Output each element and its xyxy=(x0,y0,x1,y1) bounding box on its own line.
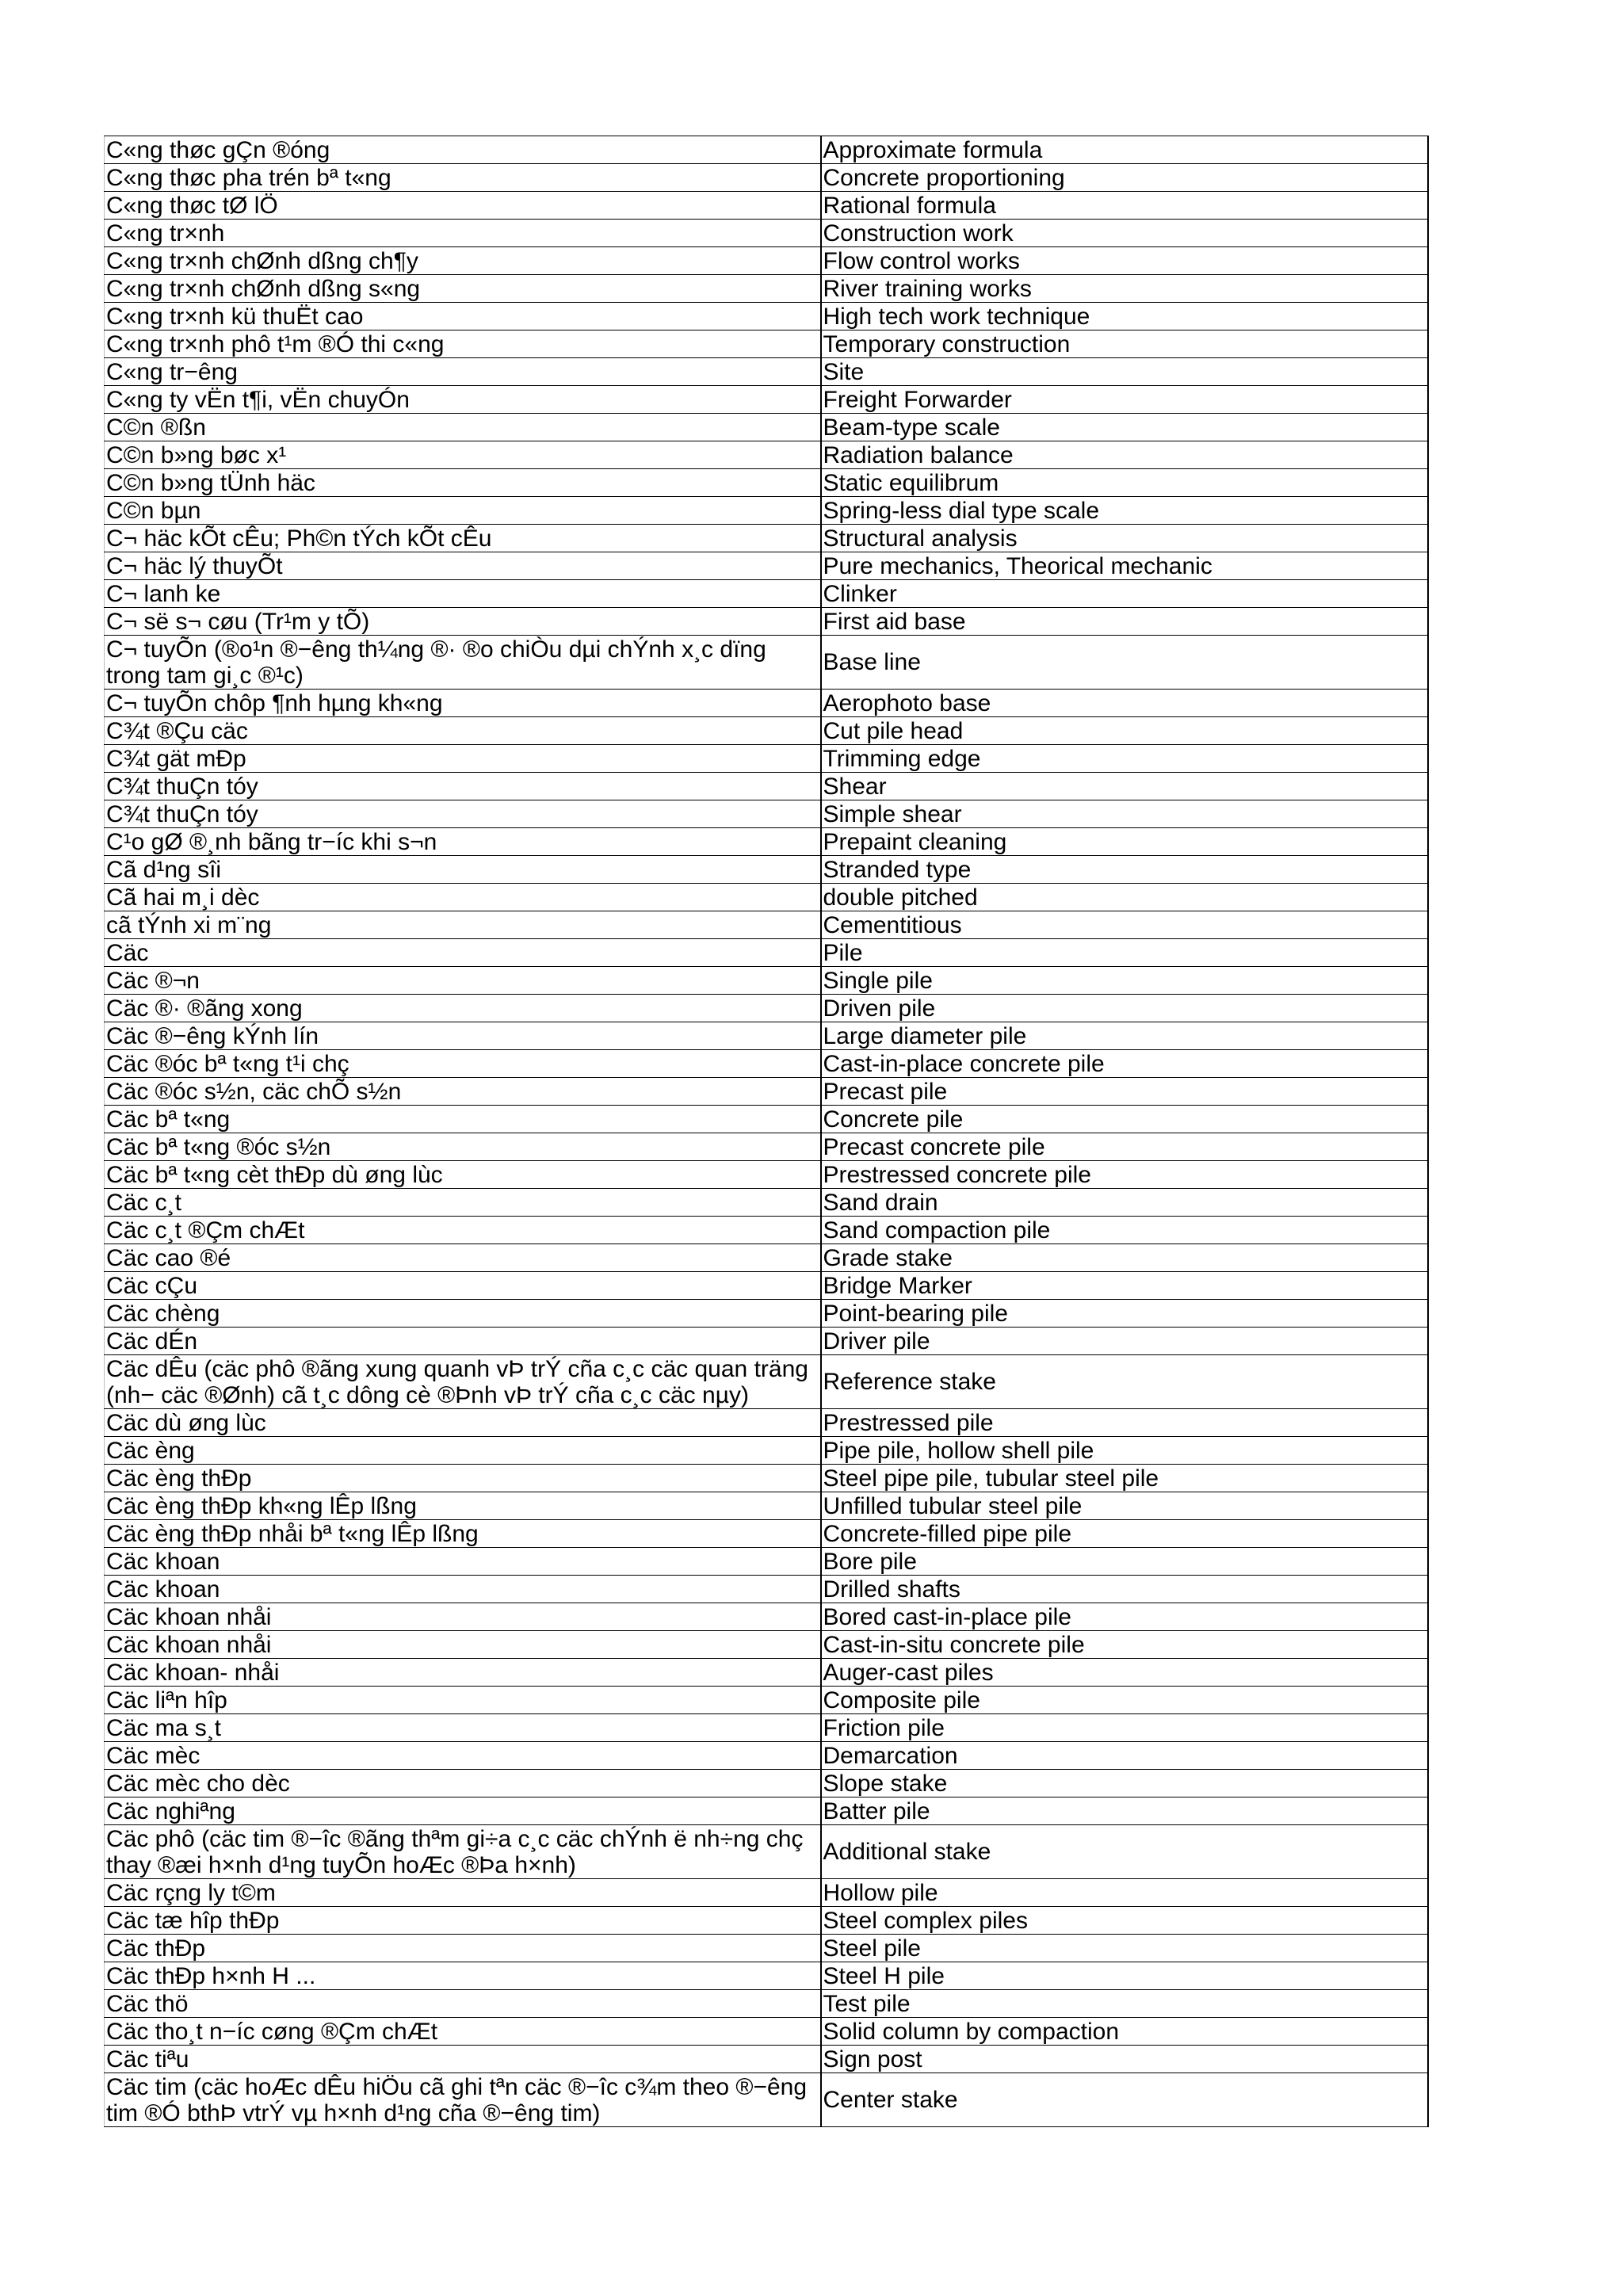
table-row xyxy=(105,1962,1428,1990)
english-term-cell: Prestressed pile xyxy=(821,1409,1428,1437)
vietnamese-term-cell: C¬ tuyÕn chôp ¶nh hµng kh«ng xyxy=(105,690,821,717)
table-row xyxy=(105,1825,1428,1879)
english-term-cell: Sand drain xyxy=(821,1189,1428,1217)
table-row xyxy=(105,1935,1428,1962)
english-term-cell: Rational formula xyxy=(821,192,1428,220)
english-term-cell: Cast-in-situ concrete pile xyxy=(821,1631,1428,1659)
english-term-cell: Aerophoto base xyxy=(821,690,1428,717)
english-term-cell: Approximate formula xyxy=(821,136,1428,164)
english-term-cell: Stranded type xyxy=(821,856,1428,884)
table-row xyxy=(105,911,1428,939)
english-term-cell: Precast pile xyxy=(821,1078,1428,1106)
english-term-cell: Slope stake xyxy=(821,1770,1428,1797)
table-row xyxy=(105,745,1428,773)
english-term-cell: Pipe pile, hollow shell pile xyxy=(821,1437,1428,1465)
english-term-cell: Freight Forwarder xyxy=(821,386,1428,414)
english-term-cell: Bore pile xyxy=(821,1548,1428,1576)
vietnamese-term-cell: Cäc tæ hîp thÐp xyxy=(105,1907,821,1935)
table-row xyxy=(105,1409,1428,1437)
table-row xyxy=(105,136,1428,164)
english-term-cell: Base line xyxy=(821,636,1428,690)
table-row xyxy=(105,1907,1428,1935)
vietnamese-term-cell: Cäc thÐp xyxy=(105,1935,821,1962)
english-term-cell: Demarcation xyxy=(821,1742,1428,1770)
vietnamese-term-cell: Cäc tim (cäc hoÆc dÊu hiÖu cã ghi tªn cäc ®−îc c¾m theo ®−êng tim ®Ó bthÞ vtrÝ vµ h×nh d¹ng cña ®−êng tim) xyxy=(105,2073,821,2127)
vietnamese-term-cell: C«ng thøc pha trén bª t«ng xyxy=(105,164,821,192)
table-row xyxy=(105,884,1428,911)
table-row xyxy=(105,1328,1428,1355)
english-term-cell: Center stake xyxy=(821,2073,1428,2127)
table-row xyxy=(105,441,1428,469)
english-term-cell: Cut pile head xyxy=(821,717,1428,745)
vietnamese-term-cell: Cäc ®óc bª t«ng t¹i chç xyxy=(105,1050,821,1078)
english-term-cell: Clinker xyxy=(821,580,1428,608)
english-term-cell: Batter pile xyxy=(821,1797,1428,1825)
english-term-cell: Bridge Marker xyxy=(821,1272,1428,1300)
english-term-cell: Beam-type scale xyxy=(821,414,1428,441)
english-term-cell: Driver pile xyxy=(821,1328,1428,1355)
table-row xyxy=(105,1687,1428,1714)
vietnamese-term-cell: C«ng tr×nh xyxy=(105,220,821,247)
table-row xyxy=(105,1189,1428,1217)
glossary-table xyxy=(104,136,1429,2127)
english-term-cell: Concrete-filled pipe pile xyxy=(821,1520,1428,1548)
vietnamese-term-cell: Cäc ®· ®ãng xong xyxy=(105,995,821,1022)
vietnamese-term-cell: C¾t thuÇn tóy xyxy=(105,773,821,800)
english-term-cell: Pile xyxy=(821,939,1428,967)
vietnamese-term-cell: C«ng tr−êng xyxy=(105,358,821,386)
vietnamese-term-cell: Cäc khoan nhåi xyxy=(105,1603,821,1631)
table-row xyxy=(105,1161,1428,1189)
english-term-cell: Sand compaction pile xyxy=(821,1217,1428,1244)
table-row xyxy=(105,1659,1428,1687)
vietnamese-term-cell: Cäc khoan xyxy=(105,1548,821,1576)
vietnamese-term-cell: C«ng thøc gÇn ®óng xyxy=(105,136,821,164)
english-term-cell: Solid column by compaction xyxy=(821,2018,1428,2046)
english-term-cell: Steel complex piles xyxy=(821,1907,1428,1935)
vietnamese-term-cell: Cäc chèng xyxy=(105,1300,821,1328)
english-term-cell: Shear xyxy=(821,773,1428,800)
vietnamese-term-cell: C©n ®ßn xyxy=(105,414,821,441)
vietnamese-term-cell: Cäc c¸t ®Çm chÆt xyxy=(105,1217,821,1244)
english-term-cell: Simple shear xyxy=(821,800,1428,828)
vietnamese-term-cell: Cäc èng thÐp kh«ng lÊp lßng xyxy=(105,1492,821,1520)
vietnamese-term-cell: Cäc c¸t xyxy=(105,1189,821,1217)
english-term-cell: Steel pipe pile, tubular steel pile xyxy=(821,1465,1428,1492)
table-row xyxy=(105,995,1428,1022)
english-term-cell: Static equilibrum xyxy=(821,469,1428,497)
vietnamese-term-cell: Cäc dÉn xyxy=(105,1328,821,1355)
table-row xyxy=(105,580,1428,608)
english-term-cell: Drilled shafts xyxy=(821,1576,1428,1603)
table-row xyxy=(105,247,1428,275)
vietnamese-term-cell: C©n b»ng bøc x¹ xyxy=(105,441,821,469)
english-term-cell: Auger-cast piles xyxy=(821,1659,1428,1687)
vietnamese-term-cell: Cäc mèc xyxy=(105,1742,821,1770)
english-term-cell: Construction work xyxy=(821,220,1428,247)
table-row xyxy=(105,552,1428,580)
vietnamese-term-cell: C«ng tr×nh chØnh dßng ch¶y xyxy=(105,247,821,275)
table-row xyxy=(105,1576,1428,1603)
english-term-cell: Single pile xyxy=(821,967,1428,995)
english-term-cell: Cast-in-place concrete pile xyxy=(821,1050,1428,1078)
vietnamese-term-cell: Cäc ®óc s½n, cäc chÕ s½n xyxy=(105,1078,821,1106)
table-row xyxy=(105,1492,1428,1520)
table-row xyxy=(105,856,1428,884)
english-term-cell: Pure mechanics, Theorical mechanic xyxy=(821,552,1428,580)
vietnamese-term-cell: C¬ së s¬ cøu (Tr¹m y tÕ) xyxy=(105,608,821,636)
english-term-cell: Grade stake xyxy=(821,1244,1428,1272)
table-row xyxy=(105,330,1428,358)
vietnamese-term-cell: Cã hai m¸i dèc xyxy=(105,884,821,911)
vietnamese-term-cell: Cäc ma s¸t xyxy=(105,1714,821,1742)
english-term-cell: Steel pile xyxy=(821,1935,1428,1962)
vietnamese-term-cell: Cäc èng thÐp nhåi bª t«ng lÊp lßng xyxy=(105,1520,821,1548)
table-row xyxy=(105,414,1428,441)
vietnamese-term-cell: Cäc bª t«ng xyxy=(105,1106,821,1133)
table-row xyxy=(105,773,1428,800)
table-row xyxy=(105,1714,1428,1742)
english-term-cell: Point-bearing pile xyxy=(821,1300,1428,1328)
english-term-cell: Additional stake xyxy=(821,1825,1428,1879)
table-row xyxy=(105,386,1428,414)
table-row xyxy=(105,1548,1428,1576)
vietnamese-term-cell: Cäc xyxy=(105,939,821,967)
table-row xyxy=(105,1990,1428,2018)
table-row xyxy=(105,1879,1428,1907)
table-row xyxy=(105,967,1428,995)
table-row xyxy=(105,275,1428,303)
table-row xyxy=(105,1770,1428,1797)
english-term-cell: Concrete pile xyxy=(821,1106,1428,1133)
english-term-cell: Steel H pile xyxy=(821,1962,1428,1990)
english-term-cell: High tech work technique xyxy=(821,303,1428,330)
vietnamese-term-cell: Cäc khoan xyxy=(105,1576,821,1603)
vietnamese-term-cell: Cäc bª t«ng cèt thÐp dù øng lùc xyxy=(105,1161,821,1189)
english-term-cell: Hollow pile xyxy=(821,1879,1428,1907)
english-term-cell: Flow control works xyxy=(821,247,1428,275)
table-row xyxy=(105,1355,1428,1409)
vietnamese-term-cell: Cäc nghiªng xyxy=(105,1797,821,1825)
table-row xyxy=(105,164,1428,192)
english-term-cell: Prepaint cleaning xyxy=(821,828,1428,856)
vietnamese-term-cell: C¬ lanh ke xyxy=(105,580,821,608)
vietnamese-term-cell: C¬ tuyÕn (®o¹n ®−êng th¼ng ®· ®o chiÒu dµi chÝnh x¸c dïng trong tam gi¸c ®¹c) xyxy=(105,636,821,690)
vietnamese-term-cell: Cäc èng xyxy=(105,1437,821,1465)
table-row xyxy=(105,2018,1428,2046)
vietnamese-term-cell: Cäc mèc cho dèc xyxy=(105,1770,821,1797)
table-row xyxy=(105,1050,1428,1078)
table-row xyxy=(105,192,1428,220)
vietnamese-term-cell: Cäc cÇu xyxy=(105,1272,821,1300)
table-row xyxy=(105,303,1428,330)
english-term-cell: Large diameter pile xyxy=(821,1022,1428,1050)
english-term-cell: Composite pile xyxy=(821,1687,1428,1714)
vietnamese-term-cell: cã tÝnh xi m¨ng xyxy=(105,911,821,939)
vietnamese-term-cell: C«ng thøc tØ lÖ xyxy=(105,192,821,220)
english-term-cell: River training works xyxy=(821,275,1428,303)
vietnamese-term-cell: Cäc èng thÐp xyxy=(105,1465,821,1492)
vietnamese-term-cell: Cäc liªn hîp xyxy=(105,1687,821,1714)
table-row xyxy=(105,1272,1428,1300)
table-row xyxy=(105,690,1428,717)
table-row xyxy=(105,469,1428,497)
english-term-cell: Site xyxy=(821,358,1428,386)
table-row xyxy=(105,939,1428,967)
table-row xyxy=(105,1300,1428,1328)
table-row xyxy=(105,1465,1428,1492)
table-row xyxy=(105,220,1428,247)
table-row xyxy=(105,1520,1428,1548)
english-term-cell: Cementitious xyxy=(821,911,1428,939)
vietnamese-term-cell: Cäc phô (cäc tim ®−îc ®ãng thªm gi÷a c¸c cäc chÝnh ë nh÷ng chç thay ®æi h×nh d¹ng tuyÕn hoÆc ®Þa h×nh) xyxy=(105,1825,821,1879)
vietnamese-term-cell: Cäc thÐp h×nh H ... xyxy=(105,1962,821,1990)
table-row xyxy=(105,828,1428,856)
vietnamese-term-cell: C«ng tr×nh kü thuËt cao xyxy=(105,303,821,330)
table-row xyxy=(105,2073,1428,2127)
table-row xyxy=(105,636,1428,690)
english-term-cell: Spring-less dial type scale xyxy=(821,497,1428,525)
vietnamese-term-cell: Cäc dÊu (cäc phô ®ãng xung quanh vÞ trÝ cña c¸c cäc quan träng (nh− cäc ®Ønh) cã t¸c dông cè ®Þnh vÞ trÝ cña c¸c cäc nµy) xyxy=(105,1355,821,1409)
table-row xyxy=(105,1244,1428,1272)
vietnamese-term-cell: Cäc ®−êng kÝnh lín xyxy=(105,1022,821,1050)
english-term-cell: Sign post xyxy=(821,2046,1428,2073)
english-term-cell: Precast concrete pile xyxy=(821,1133,1428,1161)
vietnamese-term-cell: Cäc cao ®é xyxy=(105,1244,821,1272)
vietnamese-term-cell: Cäc khoan nhåi xyxy=(105,1631,821,1659)
table-row xyxy=(105,1133,1428,1161)
english-term-cell: Driven pile xyxy=(821,995,1428,1022)
table-row xyxy=(105,1022,1428,1050)
english-term-cell: Temporary construction xyxy=(821,330,1428,358)
vietnamese-term-cell: C©n b»ng tÜnh häc xyxy=(105,469,821,497)
vietnamese-term-cell: C¬ häc kÕt cÊu; Ph©n tÝch kÕt cÊu xyxy=(105,525,821,552)
table-row xyxy=(105,608,1428,636)
english-term-cell: First aid base xyxy=(821,608,1428,636)
table-row xyxy=(105,525,1428,552)
english-term-cell: Concrete proportioning xyxy=(821,164,1428,192)
table-row xyxy=(105,1437,1428,1465)
vietnamese-term-cell: C«ng tr×nh phô t¹m ®Ó thi c«ng xyxy=(105,330,821,358)
table-row xyxy=(105,717,1428,745)
glossary-body xyxy=(105,136,1428,2127)
english-term-cell: Friction pile xyxy=(821,1714,1428,1742)
table-row xyxy=(105,1106,1428,1133)
vietnamese-term-cell: C¹o gØ ®¸nh bãng tr−íc khi s¬n xyxy=(105,828,821,856)
vietnamese-term-cell: Cäc tho¸t n−íc cøng ®Çm chÆt xyxy=(105,2018,821,2046)
vietnamese-term-cell: Cäc dù øng lùc xyxy=(105,1409,821,1437)
english-term-cell: double pitched xyxy=(821,884,1428,911)
vietnamese-term-cell: Cäc bª t«ng ®óc s½n xyxy=(105,1133,821,1161)
english-term-cell: Unfilled tubular steel pile xyxy=(821,1492,1428,1520)
vietnamese-term-cell: Cäc thö xyxy=(105,1990,821,2018)
vietnamese-term-cell: Cã d¹ng sîi xyxy=(105,856,821,884)
vietnamese-term-cell: Cäc tiªu xyxy=(105,2046,821,2073)
table-row xyxy=(105,1742,1428,1770)
english-term-cell: Prestressed concrete pile xyxy=(821,1161,1428,1189)
vietnamese-term-cell: C¾t gät mÐp xyxy=(105,745,821,773)
table-row xyxy=(105,2046,1428,2073)
table-row xyxy=(105,800,1428,828)
vietnamese-term-cell: Cäc rçng ly t©m xyxy=(105,1879,821,1907)
table-row xyxy=(105,1603,1428,1631)
vietnamese-term-cell: C¬ häc lý thuyÕt xyxy=(105,552,821,580)
english-term-cell: Test pile xyxy=(821,1990,1428,2018)
english-term-cell: Trimming edge xyxy=(821,745,1428,773)
english-term-cell: Bored cast-in-place pile xyxy=(821,1603,1428,1631)
english-term-cell: Radiation balance xyxy=(821,441,1428,469)
english-term-cell: Reference stake xyxy=(821,1355,1428,1409)
table-row xyxy=(105,1631,1428,1659)
english-term-cell: Structural analysis xyxy=(821,525,1428,552)
vietnamese-term-cell: C«ng tr×nh chØnh dßng s«ng xyxy=(105,275,821,303)
table-row xyxy=(105,358,1428,386)
table-row xyxy=(105,497,1428,525)
vietnamese-term-cell: C¾t thuÇn tóy xyxy=(105,800,821,828)
vietnamese-term-cell: C«ng ty vËn t¶i, vËn chuyÓn xyxy=(105,386,821,414)
table-row xyxy=(105,1217,1428,1244)
vietnamese-term-cell: Cäc khoan- nhåi xyxy=(105,1659,821,1687)
table-row xyxy=(105,1797,1428,1825)
table-row xyxy=(105,1078,1428,1106)
vietnamese-term-cell: C©n bµn xyxy=(105,497,821,525)
vietnamese-term-cell: C¾t ®Çu cäc xyxy=(105,717,821,745)
vietnamese-term-cell: Cäc ®¬n xyxy=(105,967,821,995)
